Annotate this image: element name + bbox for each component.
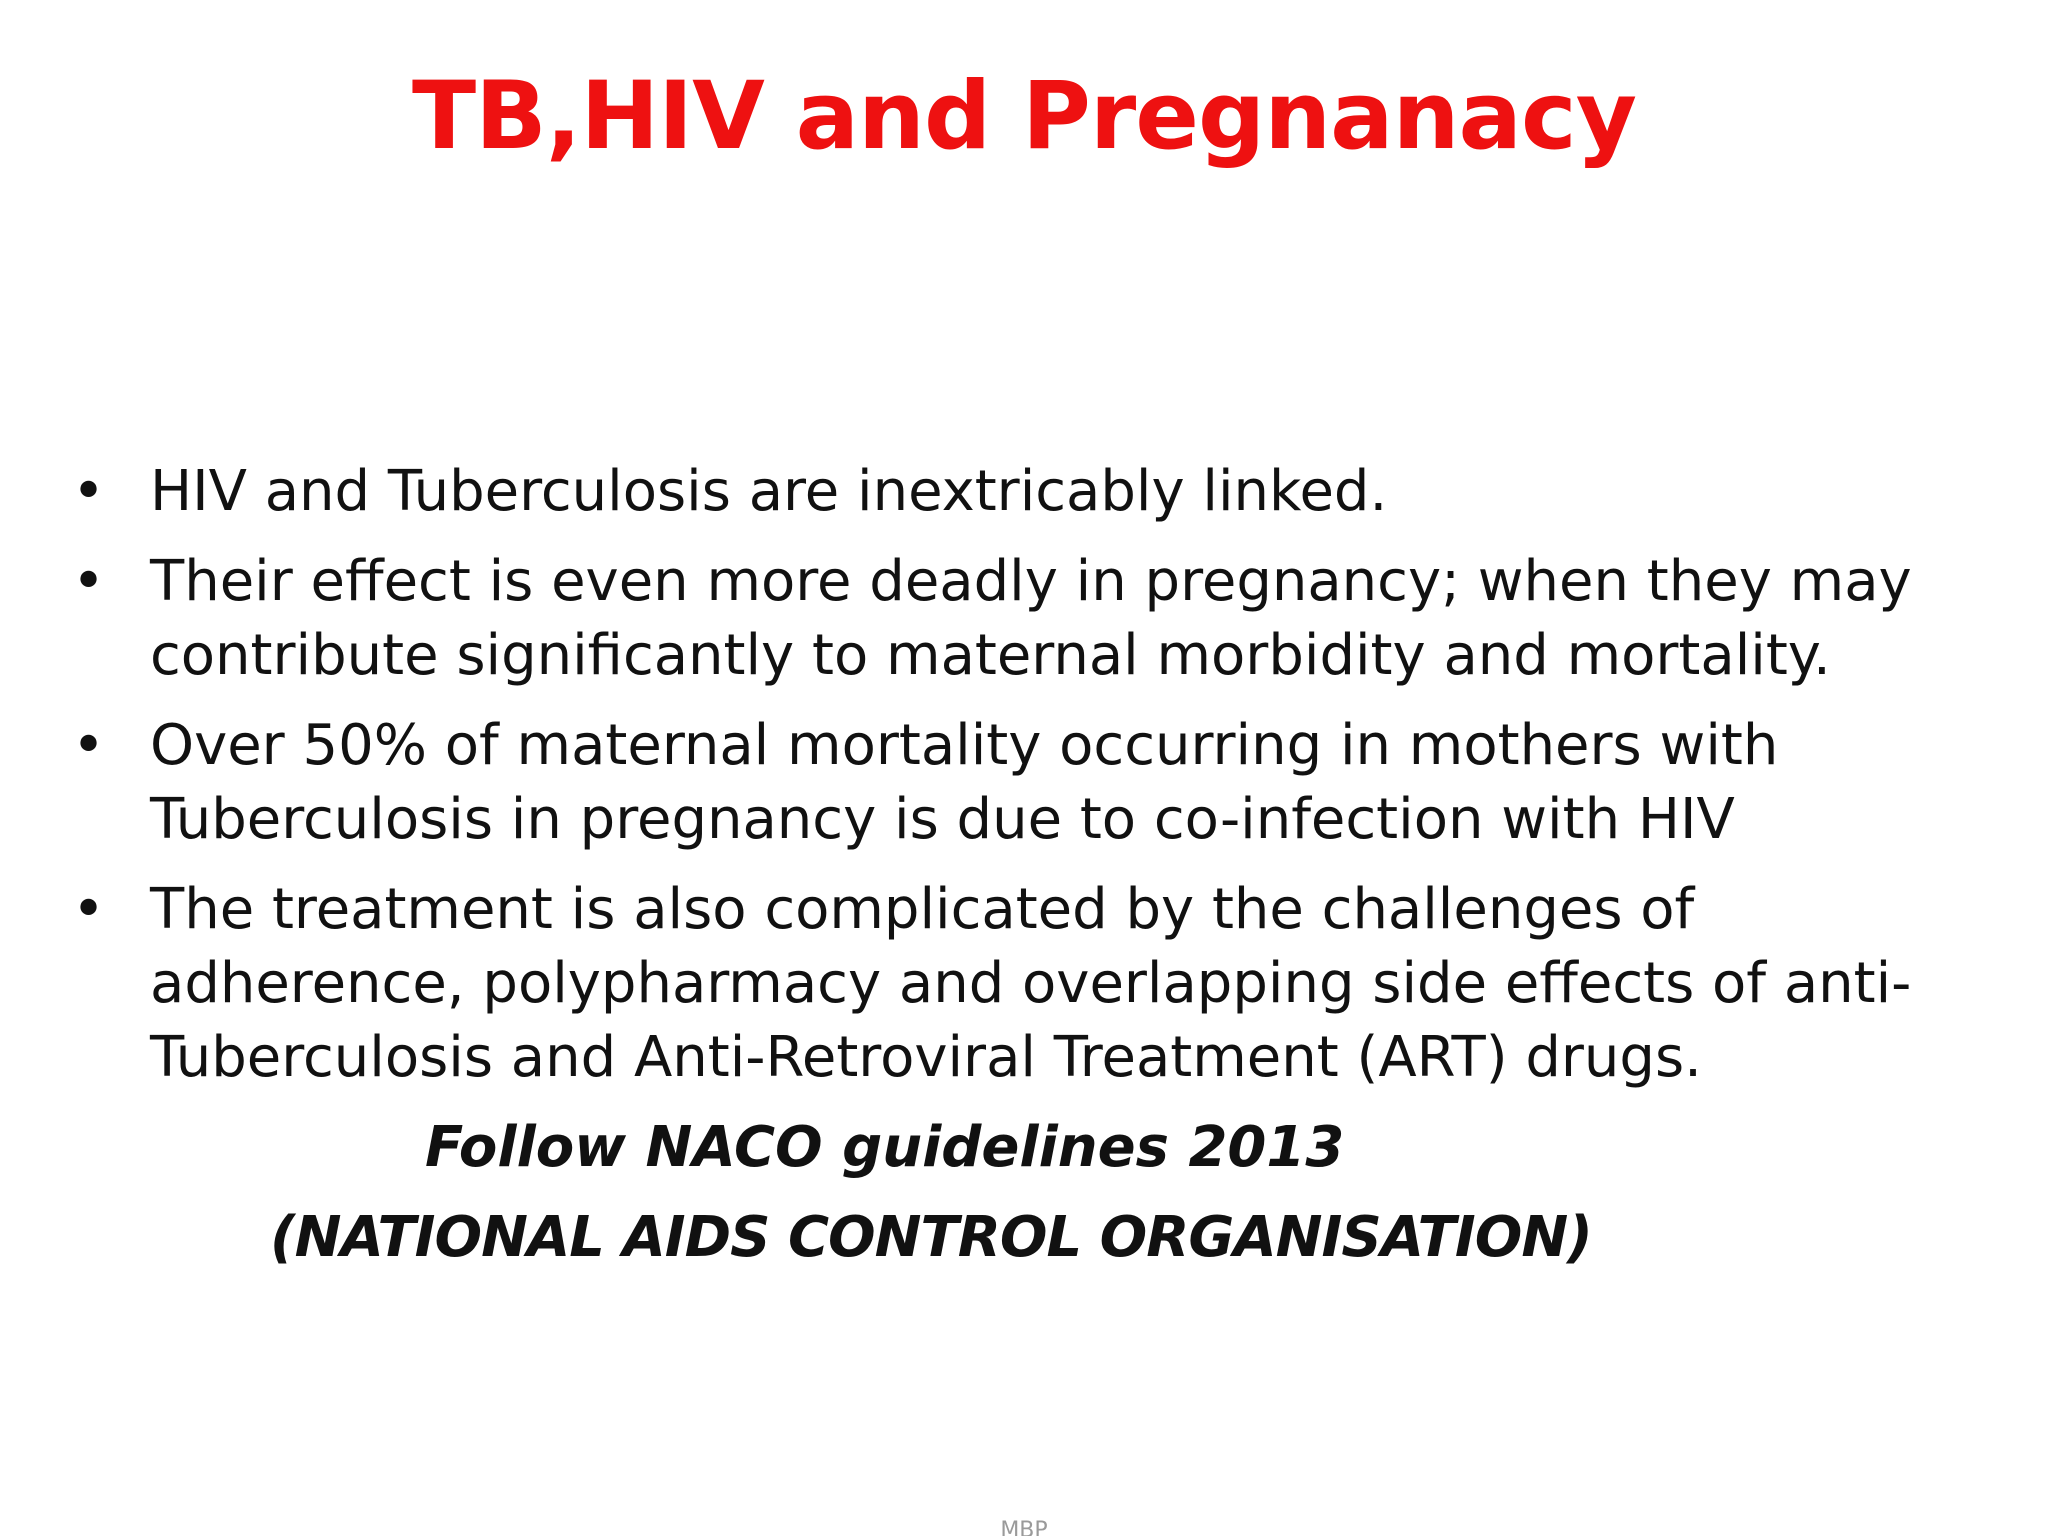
bullet-item bbox=[62, 455, 1982, 529]
slide-title: TB,HIV and Pregnanacy bbox=[412, 62, 1636, 171]
bullet-text: The treatment is also complicated by the challenges of adherence, polypharmacy and overlapping side effects of anti-Tuberculosis and Anti-Retroviral Treatment (ART) drugs. bbox=[150, 877, 1912, 1090]
bullet-dot-icon: • bbox=[72, 549, 106, 614]
bullet-text: Over 50% of maternal mortality occurring in mothers with Tuberculosis in pregnancy is due to co-infection with HIV bbox=[150, 713, 1779, 852]
bullet-list bbox=[62, 455, 1982, 1111]
bullet-item bbox=[62, 545, 1982, 693]
footer-text: MBP bbox=[1000, 1518, 1048, 1536]
bullet-dot-icon: • bbox=[72, 877, 106, 942]
bullet-dot-icon: • bbox=[72, 713, 106, 778]
bullet-item bbox=[62, 873, 1982, 1095]
follow-guidelines-text: Follow NACO guidelines 2013 bbox=[425, 1115, 1345, 1180]
bullet-item bbox=[62, 709, 1982, 857]
bullet-text: Their effect is even more deadly in pregnancy; when they may contribute significantly to maternal morbidity and mortality. bbox=[150, 549, 1912, 688]
naco-name-text: (NATIONAL AIDS CONTROL ORGANISATION) bbox=[270, 1205, 1592, 1270]
bullet-text: HIV and Tuberculosis are inextricably linked. bbox=[150, 459, 1388, 524]
bullet-dot-icon: • bbox=[72, 459, 106, 524]
